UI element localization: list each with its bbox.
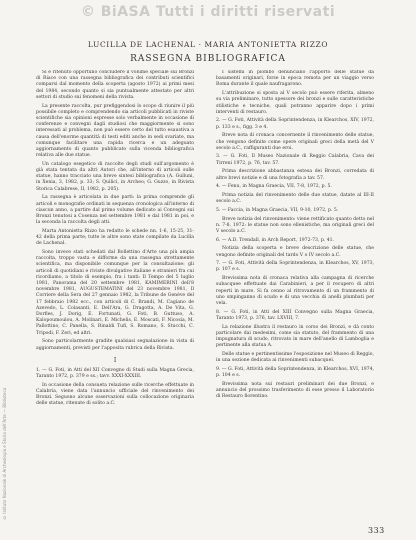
intro-paragraph: La rassegna è articolata in due parti: la prima comprende gli articoli e monografie ordinati in sequenza cronologica all'interno di ciascun anno, a partire dal primo volume dedicato ai Convegni sui Bronzi tenutosi a Cosenza nel settembre 1981 e dal 1981 in poi, e la seconda la raccolta degli atti.	[36, 195, 194, 226]
reference-entry: 5. — Faccia, in Magna Graecia, VII, 9-10, 1972, p. 5.	[216, 207, 339, 213]
reference-entry: 7. — G. Foti, Attività della Soprintendenza, in Klearchos, XV, 1973, p. 107 e s.	[216, 261, 374, 273]
intro-paragraph: Un catalogo esegetico di raccolte degli studi sull'argomento è già stata tentata da altri Autori che, all'interno di articoli sulle statue, hanno tracciato una breve sintesi bibliografica (A. Gulluni, in Xenia, 3, 1982, p. 33; S. Quilici, in Archeo; G. Guzzo, in Rivista Storica Calabrese, II, 1982, p. 205).	[36, 161, 194, 192]
intro-paragraph: Marta Antonietta Rizzo ha redatto le schede nn. 1-6, 15-25, 31-42 della prima parte; tutte le altre sono state compilate da Lucilla de Lachenal.	[36, 228, 194, 247]
body-paragraph: L'attribuzione si sposta al V secolo può essere riferita, almeno su via preliminare, tutto spessore dei bronzi e sulle caratteristiche stilistiche e tecniche, quali potranno apparire dopo i primi interventi di restauro.	[216, 91, 374, 115]
reference-entry: 3. — G. Foti, Il Museo Nazionale di Reggio Calabria, Cava dei Tirreni 1972, p. 76, tav. 57.	[216, 154, 374, 166]
running-head: LUCILLA DE LACHENAL · MARIA ANTONIETTA RIZZO	[87, 40, 329, 49]
reference-summary: Breve notizia del rinvenimento: viene rettificato quanto detto nel n. 7-8, 1972: le statue non sono ellenistiche, ma originali greci del V secolo a.C.	[216, 216, 374, 234]
reference-summary: Prima descrizione abbastanza estesa dei Bronzi, corredata di altre brevi notizie e di una fotografia a tav. 57.	[216, 169, 374, 181]
reference-summary: Brevissima nota sui restauri preliminari dei due Bronzi, e annuncio del prossimo trasferimento di esse presso il Laboratorio di Restauro fiorentino.	[216, 381, 374, 400]
reference-entry: 1. — G. Foti, in Atti del XII Convegno di Studi sulla Magna Grecia, Taranto 1972, p. 379 e ss.; tavv. XXXI-XXXIII.	[36, 367, 194, 380]
reference-entry: 8. — G. Foti, in Atti del XIII Convegno sulla Magna Graecia, Taranto 1973, p. 376, tav. LXVIII, 7.	[216, 309, 374, 321]
reference-entry: 2. — G. Foti, Attività della Soprintendenza, in Klearchos, XIV, 1972, p. 133 e s., figg. 3 e 4.	[216, 118, 374, 130]
intro-paragraph: Si è ritenuto opportuno concludere il volume speciale sui Bronzi di Riace con una rassegna bibliografica dei contributi scientifici comparsi dal momento della scoperta (agosto 1972) ai primi mesi del 1984, secondo quanto si sia puntualmente attestato per altri settori di studio sui fenomeni della rivista.	[36, 70, 194, 100]
intro-paragraph: Sono invece stati schedati dal Bollettino d'Arte una più ampia raccolta, troppo vasta e difforme da una rassegna strettamente scientifica, ma disponibile comunque per la consultazione: gli articoli di quotidiani e riviste divulgative italiane e stranieri fra cui ricordiamo, a titolo di esempio, fra i tanti: Il Tempo del 5 luglio 1981, Panorama del 20 settembre 1981, KAMIMERINI dell'8 novembre 1981, AUGUSTEMATINI del 23 novembre 1981, Il Corriere della Sera del 27 gennaio 1982, la Tribune de Genève del 17 febbraio 1982 ecc., con articoli di C. Brandi, M. Cagiano de Azevedo, L. Colasanti, E. Dell'Ara, G. Dragotta, A. De Vita, G. Dorfles, J. Dorig, E. Fortunati, G. Foti, B. Guttuso, A. Kalopoumoulou, A. Molinari, E. Michelis, E. Moscati, F. Nicosia, M. Pallottino, C. Panella, S. Rinaldi Tufi, S. Romano, S. Stucchi, C. Tripodi, F. Zeri, ed altri.	[36, 249, 194, 336]
reference-summary: Notizia della scoperta e breve descrizione delle statue, che vengono definite originali del tardo V o IV secolo a.C.	[216, 246, 374, 258]
right-column	[216, 70, 374, 526]
page-number: 333	[368, 526, 385, 535]
intro-paragraph: La presente raccolta, pur prefiggendosi lo scopo di riunire il più possibile completo e comprendendo sia articoli pubblicati in riviste scientifiche sia opinioni espresse solo verbalmente in occasione di conferenze e convegni dagli studiosi che maggiormente si sono interessati al problema, non può essere certo del tutto esaustiva a causa dell'enorme quantità di testi editi anche in sedi svariate, ma comunque facilitare una rapida ricerca e un adeguato aggiornamento di quanto pubblicato sulla vicenda bibliografica relativa alle due statue.	[36, 103, 194, 159]
part-numeral: I	[113, 356, 117, 364]
reference-summary: Breve nota di cronaca concernente il rinvenimento delle statue, che vengono definite come opere originali greci della metà del V secolo a.C., raffiguranti due eroi.	[216, 133, 374, 151]
section-title: RASSEGNA BIBLIOGRAFICA	[130, 54, 286, 64]
reference-entry: 9. — G. Foti, Attività della Soprintendenza, in Klearchos, XVI, 1974, p. 104 e s.	[216, 366, 374, 379]
left-column	[36, 70, 194, 526]
reference-entry: 6. — A.D. Trendall, in Arch Report, 1972-73, p. 41.	[216, 237, 335, 243]
intro-paragraph: Sono particolarmente gradite qualsiasi segnalazione in vista di aggiornamenti, previsti per l'apposita rubrica della Rivista.	[36, 339, 194, 351]
reference-summary: La relazione illustra il restauro in corso dei Bronzi, e dà conto particolare dai medesimi, come sia statuto, del frammento di una impugnatura di scudo, ritrovato in mare dell'anello di Lamboglia e pertinente alla statua A.	[216, 324, 374, 349]
reference-summary: Brevissima nota di cronaca relativa alla campagna di ricerche subacquee effettuate dai Carabinieri, a per il recupero di altri reperti in mare. Si fa cenno al ritrovamento di un frammento di uno smpinganno di scudo e di una vecchia di anelli plumbati per vela.	[216, 276, 374, 306]
copyright-watermark: © BiASA Tutti i diritti riservati	[80, 4, 336, 20]
reference-summary: Delle statue e pertinentissime l'esposizione nel Museo di Reggio, in una sezione dedicata ai rinvenimenti subacquei.	[216, 351, 374, 364]
spine-note: © Istituto Nazionale di Archeologia e Storia dell'Arte — Biblioteca	[2, 387, 7, 520]
reference-summary: In occasione della consueta relazione sulle ricerche effettuate in Calabria, viene data l'annuncio ufficiale del rinvenimento dei Bronzi. Seguono alcune osservazioni sulla collocazione originaria delle statue, ritenute di solito a.C.	[36, 382, 194, 407]
reference-entry: 4. — Fenu, in Magna Graecia, VII, 7-8, 1972, p. 5.	[216, 184, 332, 190]
reference-summary: Prima notizia del rinvenimento delle due statue, datate al III-II secolo a.C.	[216, 192, 374, 205]
body-paragraph: I sistemi in piombo denunciano l'apporto delle statue da basamenti originari, forse in epoca remota per un viaggio verso Roma durante il quale naufragarono.	[216, 70, 374, 88]
